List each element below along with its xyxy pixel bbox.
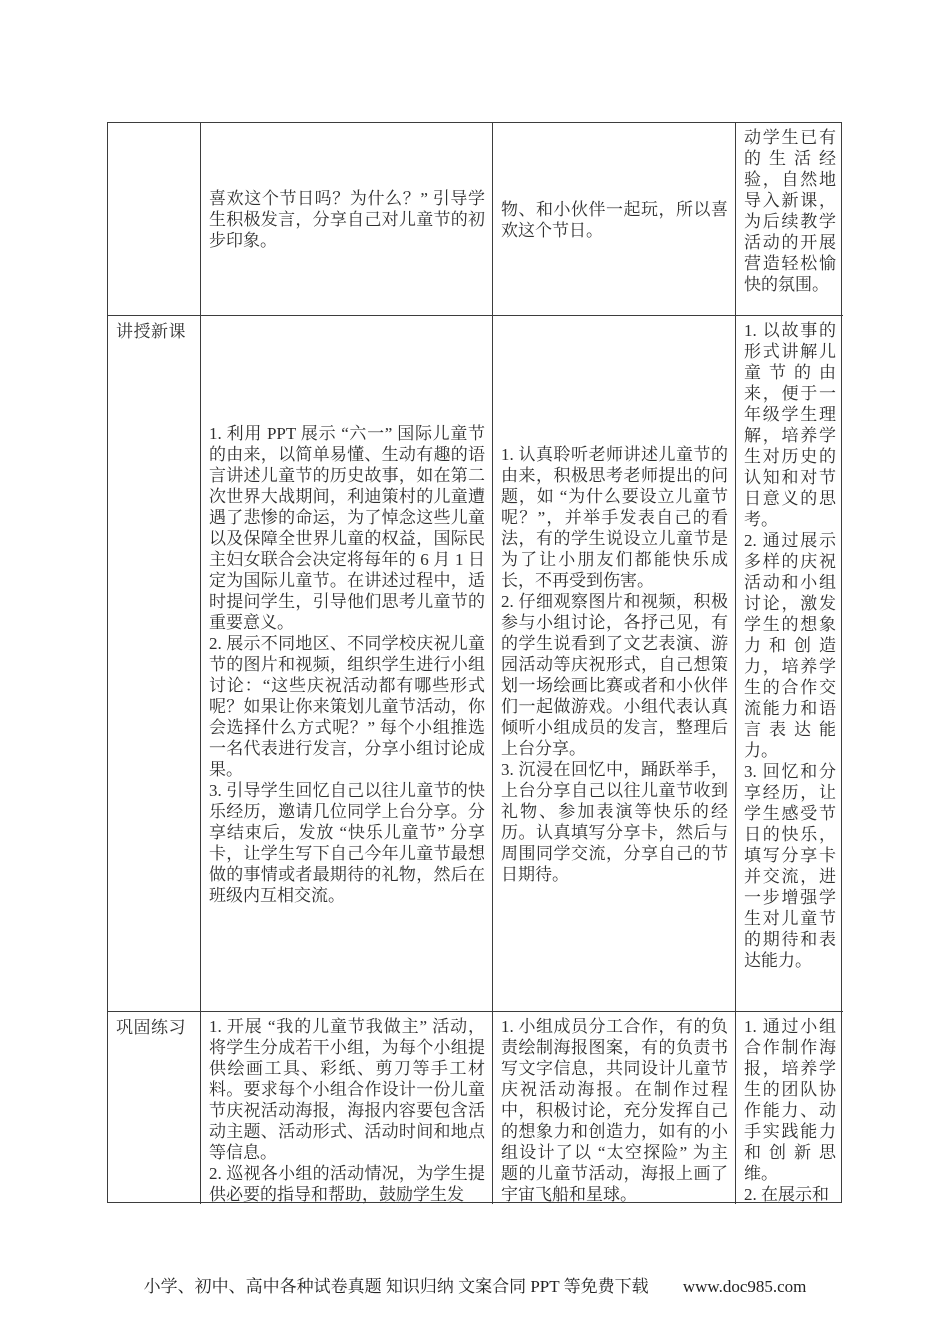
design-intent-cell-row1: 动学生已有的生活经验，自然地导入新课，为后续教学活动的开展营造轻松愉快的氛围。 (736, 123, 843, 316)
teacher-activity-cell-row2: 1. 利用 PPT 展示 “六一” 国际儿童节的由来，以简单易懂、生动有趣的语言讲述儿童节的历史故事，如在第二次世界大战期间，利迪策村的儿童遭遇了悲惨的命运，为了悼念这些儿童以及保障全世界儿童的权益，国际民主妇女联合会决定将每年的 6 月 1 日定为国际儿童节。在讲述过程中，适时提问学生，引导他们思考儿童节的重要意义。 2. 展示不同地区、不同学校庆祝儿童节的图片和视频，组织学生进行小组讨论：“这些庆祝活动都有哪些形式呢？如果让你来策划儿童节活动，你会选择什么方式呢？” 每个小组推选一名代表进行发言，分享小组讨论成果。 3. 引导学生回忆自己以往儿童节的快乐经历，邀请几位同学上台分享。分享结束后，发放 “快乐儿童节” 分享卡，让学生写下自己今年儿童节最想做的事情或者最期待的礼物，然后在班级内互相交流。 (201, 316, 493, 1012)
stage-cell-row1 (108, 123, 201, 316)
design-intent-cell-row2: 1. 以故事的形式讲解儿童节的由来，便于一年级学生理解，培养学生对历史的认知和对节日意义的思考。 2. 通过展示多样的庆祝活动和小组讨论，激发学生的想象力和创造力，培养学生的合作交流能力和语言表达能力。 3. 回忆和分享经历，让学生感受节日的快乐，填写分享卡并交流，进一步增强学生对儿童节的期待和表达能力。 (736, 316, 843, 1012)
student-activity-cell-row3: 1. 小组成员分工合作，有的负责绘制海报图案，有的负责书写文字信息，共同设计儿童节庆祝活动海报。在制作过程中，积极讨论，充分发挥自己的想象力和创造力，如有的小组设计了以 “太空探险” 为主题的儿童节活动，海报上画了宇宙飞船和星球。 (493, 1012, 736, 1204)
student-activity-cell-row1: 物、和小伙伴一起玩，所以喜欢这个节日。 (493, 123, 736, 316)
design-intent-cell-row3: 1. 通过小组合作制作海报，培养学生的团队协作能力、动手实践能力和创新思维。 2. 在展示和 (744, 1017, 836, 1204)
stage-cell-consolidation-practice: 巩固练习 (108, 1012, 201, 1204)
footer-services-text: 小学、初中、高中各种试卷真题 知识归纳 文案合同 PPT 等免费下载 (143, 1277, 649, 1296)
footer-site-url: www.doc985.com (682, 1277, 807, 1296)
teacher-activity-cell-row3: 1. 开展 “我的儿童节我做主” 活动，将学生分成若干小组，为每个小组提供绘画工具、彩纸、剪刀等手工材料。要求每个小组合作设计一份儿童节庆祝活动海报，海报内容要包含活动主题、活动形式、活动时间和地点等信息。 2. 巡视各小组的活动情况，为学生提供必要的指导和帮助，鼓励学生发 (201, 1012, 493, 1204)
page-footer (0, 1272, 950, 1297)
teacher-activity-cell-row1: 喜欢这个节日吗？为什么？” 引导学生积极发言，分享自己对儿童节的初步印象。 (201, 123, 493, 316)
student-activity-cell-row2: 1. 认真聆听老师讲述儿童节的由来，积极思考老师提出的问题，如 “为什么要设立儿童节呢？”，并举手发表自己的看法，有的学生说设立儿童节是为了让小朋友们都能快乐成长，不再受到伤害。 2. 仔细观察图片和视频，积极参与小组讨论，各抒己见，有的学生说看到了文艺表演、游园活动等庆祝形式，自己想策划一场绘画比赛或者和小伙伴们一起做游戏。小组代表认真倾听小组成员的发言，整理后上台分享。 3. 沉浸在回忆中，踊跃举手，上台分享自己以往儿童节收到礼物、参加表演等快乐的经历。认真填写分享卡，然后与周围同学交流，分享自己的节日期待。 (493, 316, 736, 1012)
lesson-plan-table (107, 122, 842, 1203)
stage-cell-teach-new-lesson: 讲授新课 (108, 316, 201, 1012)
